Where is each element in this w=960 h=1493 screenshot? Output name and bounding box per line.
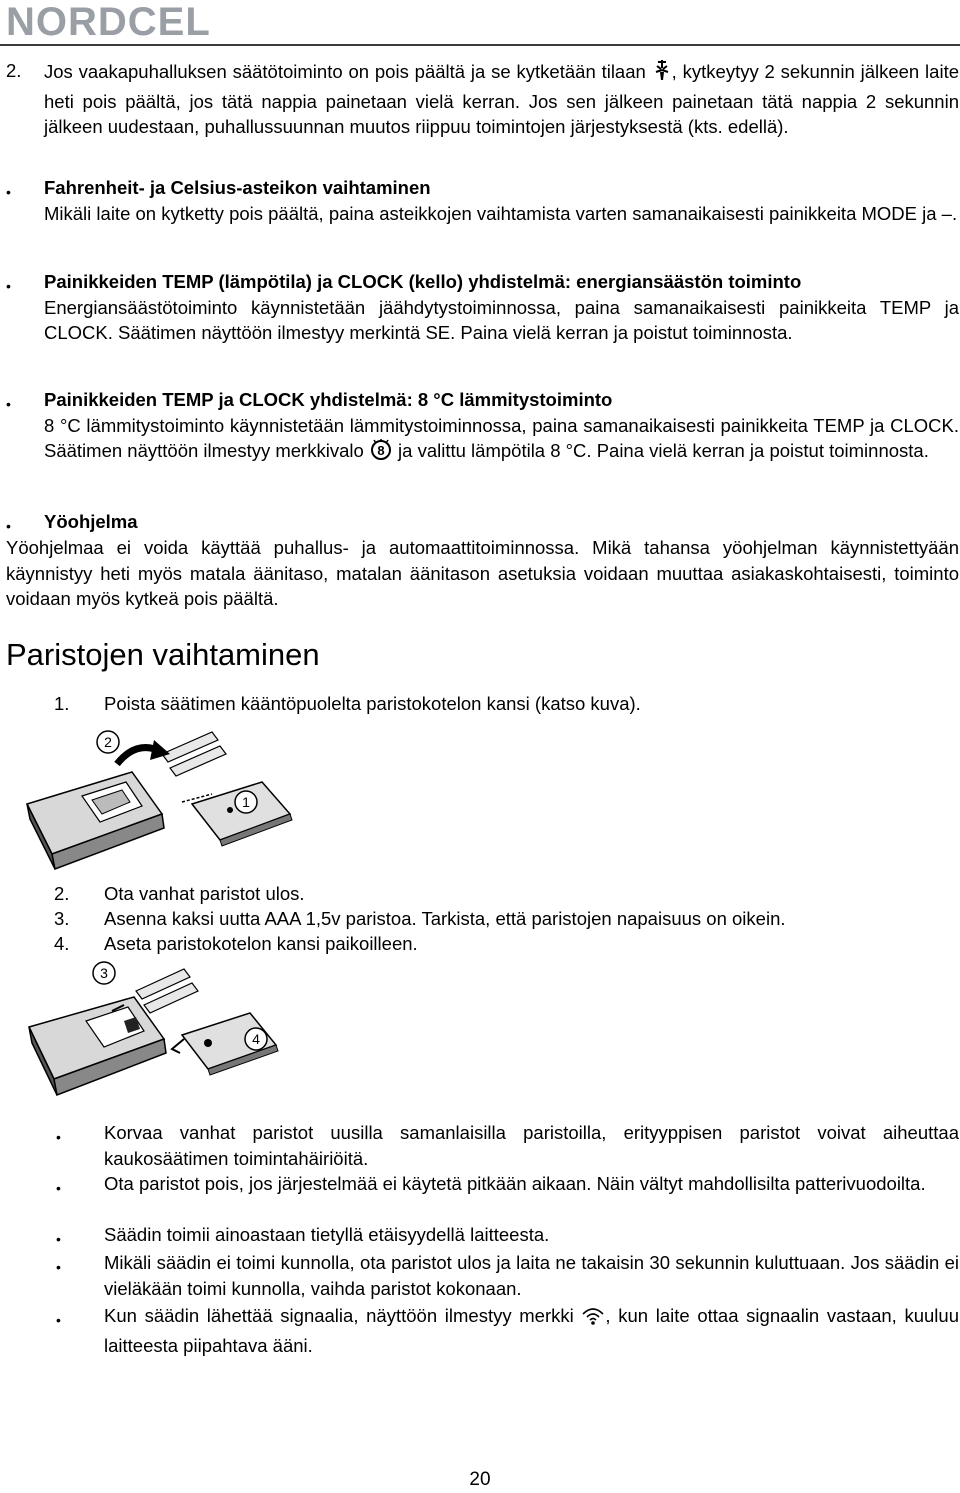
figure2-label: 4 bbox=[252, 1031, 260, 1047]
header-divider bbox=[0, 44, 960, 46]
bullet-dot-icon: • bbox=[6, 518, 11, 534]
bullet-remove-batteries: Ota paristot pois, jos järjestelmää ei käytetä pitkään aikaan. Näin vältyt mahdollisilta patterivuodoilta. bbox=[104, 1173, 926, 1194]
bullet-text-before: 8 °C lämmitystoiminto käynnistetään lämmitystoiminnossa, paina samanaikaisesti painikkeita TEMP ja CLOCK. Säätimen näyttöön ilmestyy merkkivalo bbox=[44, 414, 959, 461]
bullet-heating-8c bbox=[44, 387, 959, 468]
battery-removal-figure bbox=[22, 724, 322, 876]
bullet-title: Painikkeiden TEMP (lämpötila) ja CLOCK (kello) yhdistelmä: energiansäästön toiminto bbox=[44, 271, 802, 292]
figure1-label: 2 bbox=[104, 734, 112, 750]
bullet-dot-icon: • bbox=[6, 396, 11, 412]
bullet-title: Painikkeiden TEMP ja CLOCK yhdistelmä: 8 °C lämmitystoiminto bbox=[44, 389, 613, 410]
signal-icon bbox=[581, 1306, 605, 1333]
bullet-replace-batteries: Korvaa vanhat paristot uusilla samanlaisilla paristoilla, erityyppisen paristot voivat aiheuttaa kaukosäätimen toimintahäiriöitä. bbox=[104, 1122, 959, 1169]
para2-text-before: Jos vaakapuhalluksen säätötoiminto on pois päältä ja se kytketään tilaan bbox=[44, 61, 652, 82]
heat-8c-icon bbox=[369, 439, 393, 468]
bullet-text: Mikäli laite on kytketty pois päältä, paina asteikkojen vaihtamista varten samanaikaisesti painikkeita MODE ja –. bbox=[44, 202, 958, 224]
step-text: Ota vanhat paristot ulos. bbox=[104, 883, 305, 904]
bullet-dot-icon: • bbox=[56, 1180, 61, 1196]
para2-text bbox=[44, 58, 959, 140]
step-text: Aseta paristokotelon kansi paikoilleen. bbox=[104, 933, 418, 954]
bullet-not-working: Mikäli säädin ei toimi kunnolla, ota paristot ulos ja laita ne takaisin 30 sekunnin kuluttuaan. Jos säädin ei vieläkään toimi kunnolla, vaihda paristot kokonaan. bbox=[104, 1252, 959, 1299]
para2-number: 2. bbox=[6, 60, 22, 81]
step-number: 1. bbox=[54, 693, 70, 714]
step-text: Poista säätimen kääntöpuolelta paristokotelon kansi (katso kuva). bbox=[104, 693, 641, 714]
bullet-dot-icon: • bbox=[6, 278, 11, 294]
bullet-text bbox=[44, 413, 959, 468]
para2-text-after: , kytkeytyy 2 sekunnin jälkeen laite heti pois päältä, jos tätä nappia painetaan vielä kerran. Jos sen jälkeen painetaan tätä nappia 2 sekunnin jälkeen uudestaan, puhallussuunnan muutos riippuu toimintojen järjestyksestä (kts. edellä). bbox=[44, 61, 959, 137]
bullet-dot-icon: • bbox=[56, 1259, 61, 1275]
svg-text:8: 8 bbox=[377, 443, 385, 458]
bullet-title: Fahrenheit- ja Celsius-asteikon vaihtaminen bbox=[44, 177, 431, 198]
bullet-dot-icon: • bbox=[56, 1129, 61, 1145]
step-number: 4. bbox=[54, 933, 70, 954]
step-text: Asenna kaksi uutta AAA 1,5v paristoa. Tarkista, että paristojen napaisuus on oikein. bbox=[104, 908, 786, 929]
bullet-signal bbox=[104, 1303, 959, 1358]
battery-insertion-figure bbox=[24, 957, 314, 1107]
bullet-dot-icon: • bbox=[6, 184, 11, 200]
bullet-fahrenheit bbox=[44, 175, 959, 226]
section-heading: Paristojen vaihtaminen bbox=[6, 637, 320, 672]
bullet-dot-icon: • bbox=[56, 1231, 61, 1247]
step-number: 3. bbox=[54, 908, 70, 929]
bullet-text: Energiansäästötoiminto käynnistetään jäähdytystoiminnossa, paina samanaikaisesti painikkeita TEMP ja CLOCK. Säätimen näyttöön ilmestyy merkintä SE. Paina vielä kerran ja poistut toiminnosta. bbox=[44, 296, 959, 343]
bullet-text-after: , kun laite ottaa signaalin vastaan, kuuluu laitteesta piipahtava ääni. bbox=[104, 1305, 959, 1356]
bullet-range: Säädin toimii ainoastaan tietyllä etäisyydellä laitteesta. bbox=[104, 1224, 550, 1245]
bullet-dot-icon: • bbox=[56, 1312, 61, 1328]
figure1-label: 1 bbox=[242, 794, 250, 810]
swing-icon bbox=[652, 58, 672, 89]
brand-logo: NORDCEL bbox=[6, 0, 211, 44]
page-number: 20 bbox=[469, 1469, 491, 1490]
bullet-night-program-text: Yöohjelmaa ei voida käyttää puhallus- ja automaattitoiminnossa. Mikä tahansa yöohjelman käynnistettyään käynnistyy heti myös matala äänitaso, matalan äänitason asetuksia voidaan muuttaa asiakaskohtaisesti, toiminto voidaan myös kytkeä pois päältä. bbox=[6, 537, 959, 609]
bullet-title: Yöohjelma bbox=[44, 511, 138, 532]
bullet-energy-saving bbox=[44, 269, 959, 346]
figure2-label: 3 bbox=[100, 965, 108, 981]
step-number: 2. bbox=[54, 883, 70, 904]
bullet-text-after: ja valittu lämpötila 8 °C. Paina vielä kerran ja poistut toiminnosta. bbox=[392, 440, 929, 461]
bullet-text-before: Kun säädin lähettää signaalia, näyttöön ilmestyy merkki bbox=[104, 1305, 582, 1326]
